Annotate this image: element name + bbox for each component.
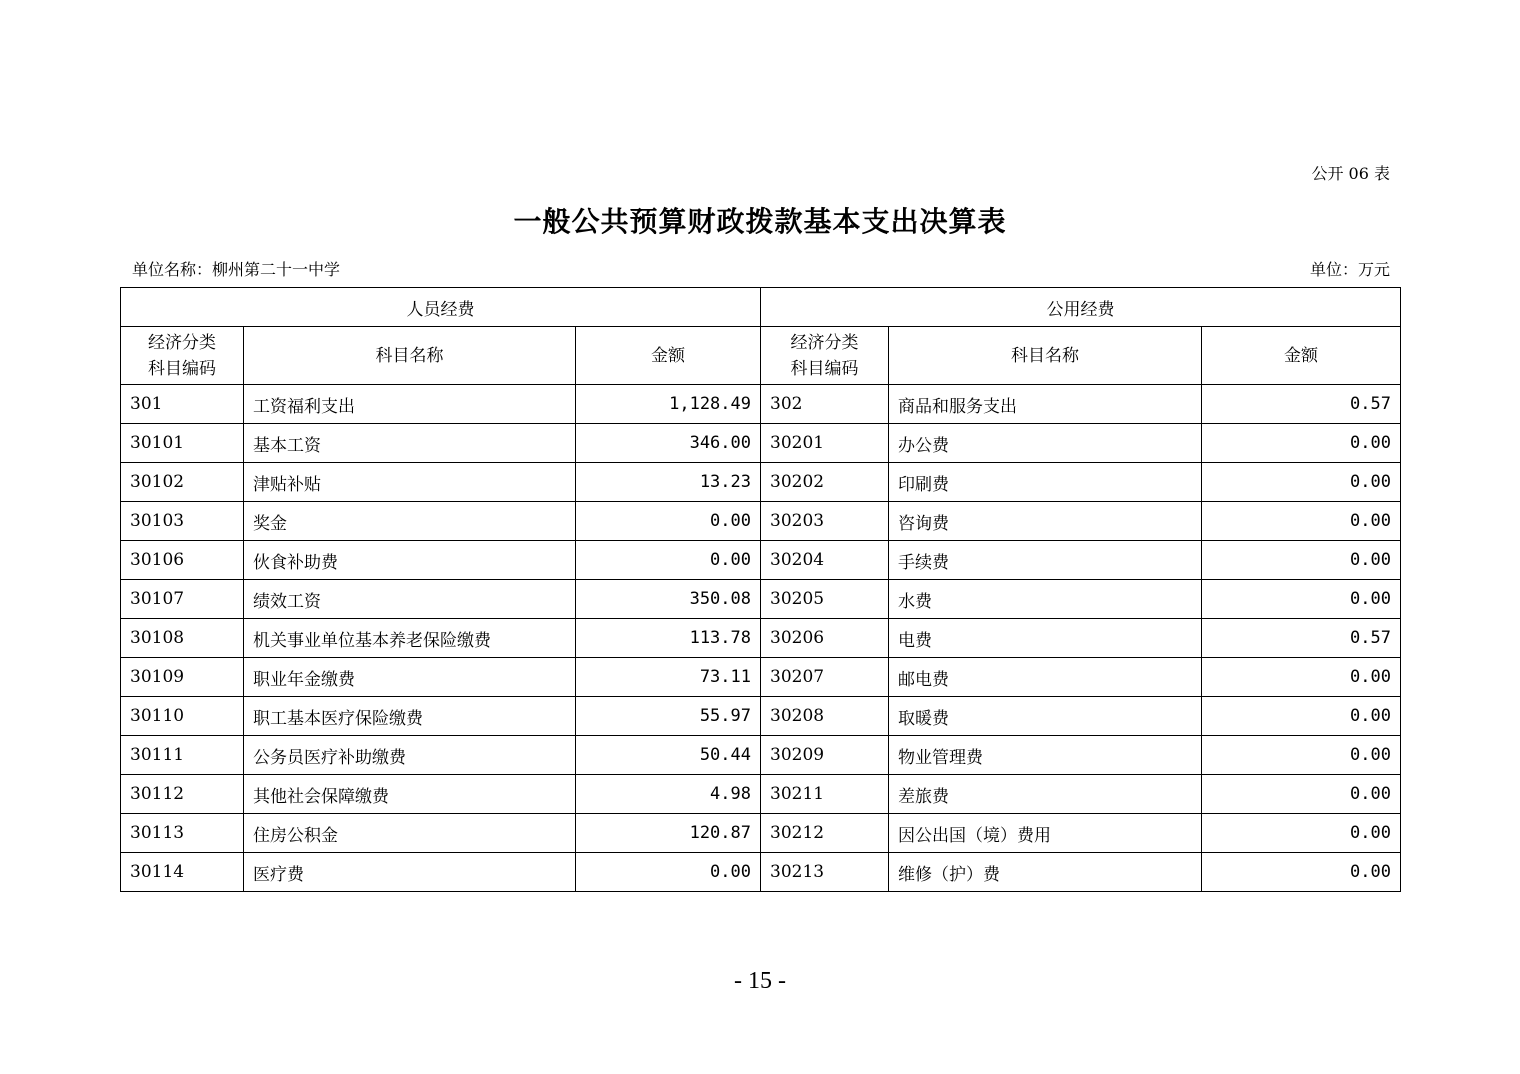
currency-unit-label: 单位：万元 [1309, 260, 1390, 279]
left-amount-cell: 55.97 [576, 697, 761, 736]
right-name-cell: 因公出国（境）费用 [889, 814, 1202, 853]
group-header-public: 公用经费 [761, 288, 1401, 327]
table-row [121, 814, 1401, 853]
left-amount-cell: 113.78 [576, 619, 761, 658]
table-row [121, 502, 1401, 541]
left-code-cell: 30110 [121, 697, 244, 736]
table-row [121, 736, 1401, 775]
col-header-code-line2: 科目编码 [148, 358, 216, 379]
right-code-cell: 30209 [761, 736, 889, 775]
left-amount-cell: 350.08 [576, 580, 761, 619]
left-code-cell: 30111 [121, 736, 244, 775]
page-title: 一般公共预算财政拨款基本支出决算表 [513, 205, 1007, 238]
table-row [121, 853, 1401, 892]
col-header-name-right: 科目名称 [889, 327, 1202, 385]
right-amount-cell: 0.00 [1202, 463, 1401, 502]
right-code-cell: 30201 [761, 424, 889, 463]
left-amount-cell: 0.00 [576, 502, 761, 541]
right-amount-cell: 0.00 [1202, 424, 1401, 463]
col-header-amount-left: 金额 [576, 327, 761, 385]
right-code-cell: 30204 [761, 541, 889, 580]
right-amount-cell: 0.00 [1202, 658, 1401, 697]
left-name-cell: 基本工资 [244, 424, 576, 463]
left-name-cell: 伙食补助费 [244, 541, 576, 580]
left-code-cell: 30112 [121, 775, 244, 814]
table-row [121, 619, 1401, 658]
table-row [121, 424, 1401, 463]
left-amount-cell: 50.44 [576, 736, 761, 775]
left-name-cell: 其他社会保障缴费 [244, 775, 576, 814]
left-amount-cell: 0.00 [576, 541, 761, 580]
left-code-cell: 30109 [121, 658, 244, 697]
col-header-code-line1: 经济分类 [790, 332, 859, 353]
right-name-cell: 印刷费 [889, 463, 1202, 502]
left-name-cell: 住房公积金 [244, 814, 576, 853]
table-row [121, 385, 1401, 424]
col-header-name-left: 科目名称 [244, 327, 576, 385]
right-name-cell: 咨询费 [889, 502, 1202, 541]
right-amount-cell: 0.00 [1202, 775, 1401, 814]
right-name-cell: 水费 [889, 580, 1202, 619]
table-row [121, 580, 1401, 619]
right-code-cell: 30206 [761, 619, 889, 658]
left-name-cell: 职工基本医疗保险缴费 [244, 697, 576, 736]
right-amount-cell: 0.00 [1202, 697, 1401, 736]
right-code-cell: 30207 [761, 658, 889, 697]
left-code-cell: 30106 [121, 541, 244, 580]
right-name-cell: 邮电费 [889, 658, 1202, 697]
left-code-cell: 301 [121, 385, 244, 424]
form-number: 公开 06 表 [1311, 164, 1390, 183]
right-code-cell: 302 [761, 385, 889, 424]
right-code-cell: 30205 [761, 580, 889, 619]
group-header-personnel: 人员经费 [121, 288, 761, 327]
right-code-cell: 30213 [761, 853, 889, 892]
right-code-cell: 30203 [761, 502, 889, 541]
left-name-cell: 工资福利支出 [244, 385, 576, 424]
table-row [121, 463, 1401, 502]
right-amount-cell: 0.57 [1202, 385, 1401, 424]
left-code-cell: 30108 [121, 619, 244, 658]
left-code-cell: 30103 [121, 502, 244, 541]
table-column-header-row [121, 327, 1401, 385]
right-amount-cell: 0.00 [1202, 814, 1401, 853]
right-code-cell: 30212 [761, 814, 889, 853]
right-name-cell: 物业管理费 [889, 736, 1202, 775]
left-code-cell: 30113 [121, 814, 244, 853]
left-name-cell: 奖金 [244, 502, 576, 541]
right-amount-cell: 0.00 [1202, 736, 1401, 775]
table-row [121, 658, 1401, 697]
table-row [121, 541, 1401, 580]
right-name-cell: 手续费 [889, 541, 1202, 580]
right-amount-cell: 0.00 [1202, 541, 1401, 580]
left-name-cell: 绩效工资 [244, 580, 576, 619]
col-header-code-line1: 经济分类 [148, 332, 216, 353]
col-header-code-right [761, 327, 889, 385]
right-amount-cell: 0.00 [1202, 580, 1401, 619]
right-amount-cell: 0.00 [1202, 853, 1401, 892]
left-amount-cell: 1,128.49 [576, 385, 761, 424]
right-name-cell: 维修（护）费 [889, 853, 1202, 892]
left-code-cell: 30101 [121, 424, 244, 463]
left-amount-cell: 0.00 [576, 853, 761, 892]
table-group-header-row [121, 288, 1401, 327]
col-header-code-left [121, 327, 244, 385]
unit-name-label: 单位名称：柳州第二十一中学 [132, 260, 341, 279]
right-name-cell: 取暖费 [889, 697, 1202, 736]
left-code-cell: 30102 [121, 463, 244, 502]
left-amount-cell: 120.87 [576, 814, 761, 853]
right-code-cell: 30208 [761, 697, 889, 736]
left-amount-cell: 73.11 [576, 658, 761, 697]
right-amount-cell: 0.00 [1202, 502, 1401, 541]
right-name-cell: 差旅费 [889, 775, 1202, 814]
col-header-code-line2: 科目编码 [790, 358, 859, 379]
right-code-cell: 30211 [761, 775, 889, 814]
right-name-cell: 办公费 [889, 424, 1202, 463]
page-number: - 15 - [734, 968, 786, 994]
left-name-cell: 津贴补贴 [244, 463, 576, 502]
left-name-cell: 医疗费 [244, 853, 576, 892]
left-code-cell: 30107 [121, 580, 244, 619]
right-name-cell: 商品和服务支出 [889, 385, 1202, 424]
col-header-amount-right: 金额 [1202, 327, 1401, 385]
left-amount-cell: 13.23 [576, 463, 761, 502]
left-name-cell: 机关事业单位基本养老保险缴费 [244, 619, 576, 658]
right-code-cell: 30202 [761, 463, 889, 502]
right-amount-cell: 0.57 [1202, 619, 1401, 658]
table-row [121, 697, 1401, 736]
budget-expenditure-table [120, 287, 1401, 892]
left-amount-cell: 346.00 [576, 424, 761, 463]
left-name-cell: 职业年金缴费 [244, 658, 576, 697]
right-name-cell: 电费 [889, 619, 1202, 658]
left-name-cell: 公务员医疗补助缴费 [244, 736, 576, 775]
left-code-cell: 30114 [121, 853, 244, 892]
table-row [121, 775, 1401, 814]
left-amount-cell: 4.98 [576, 775, 761, 814]
